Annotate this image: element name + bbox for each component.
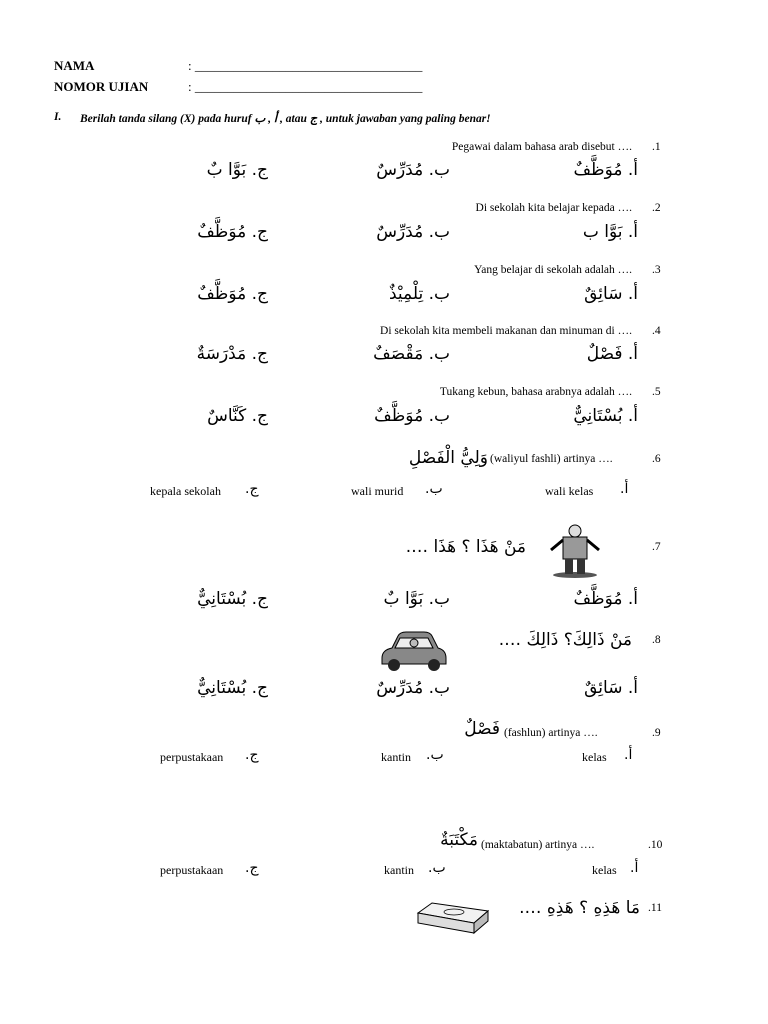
option-b-letter: ب. — [425, 481, 443, 497]
option-b[interactable]: kantin — [381, 750, 411, 764]
question-text: (waliyul fashli) artinya …. — [490, 453, 613, 465]
question-text: Di sekolah kita membeli makanan dan minuman di …. — [380, 325, 632, 337]
option-b[interactable]: ب. مُدَرِّسٌ — [376, 678, 450, 698]
option-b[interactable]: ب. تِلْمِيْذٌ — [388, 284, 450, 304]
section-roman: I. — [54, 111, 62, 123]
option-b[interactable]: kantin — [384, 863, 414, 877]
option-a[interactable]: أ. بَوَّا ب — [582, 222, 638, 242]
car-illustration — [378, 628, 450, 674]
question-number: .5 — [652, 386, 661, 398]
question-arabic: وَلِيُّ الْفَصْلِ — [408, 448, 488, 468]
option-b[interactable]: ب. مَقْصَفٌ — [373, 344, 450, 364]
question-arabic: مَنْ هَذَا ؟ هَذَا …. — [405, 537, 526, 557]
question-arabic: مَا هَذِهِ ؟ هَذِهِ …. — [519, 898, 640, 918]
option-c-letter: ج. — [245, 747, 259, 763]
question-number: .1 — [652, 141, 661, 153]
option-c[interactable]: ج. مَدْرَسَةٌ — [196, 344, 268, 364]
question-arabic: فَصْلٌ — [464, 719, 500, 739]
option-a-letter: أ. — [630, 860, 639, 876]
question-text: (fashlun) artinya …. — [504, 727, 598, 739]
question-text: Tukang kebun, bahasa arabnya adalah …. — [439, 386, 632, 398]
option-c[interactable]: perpustakaan — [160, 750, 224, 764]
option-c-letter: ج. — [245, 481, 259, 497]
question-number: .6 — [652, 453, 661, 465]
question-text: (maktabatun) artinya …. — [481, 839, 595, 851]
option-c-letter: ج. — [245, 860, 259, 876]
question-number: .2 — [652, 202, 661, 214]
option-a[interactable]: أ. بُسْتَانِيٌّ — [573, 406, 638, 426]
option-a[interactable]: أ. سَائِقٌ — [584, 678, 638, 698]
option-b[interactable]: ب. مُوَظَّفٌ — [374, 406, 450, 426]
option-b-letter: ب. — [428, 860, 446, 876]
question-arabic: مَكْتَبَةٌ — [440, 830, 478, 850]
question-number: .9 — [652, 727, 661, 739]
question-number: .10 — [648, 839, 663, 851]
option-c[interactable]: ج. مُوَظَّفٌ — [197, 222, 268, 242]
question-text: Pegawai dalam bahasa arab disebut …. — [451, 141, 632, 153]
option-a[interactable]: kelas — [592, 863, 617, 877]
option-b[interactable]: ب. مُدَرِّسٌ — [376, 160, 450, 180]
option-c[interactable]: ج. بُسْتَانِيٌّ — [197, 678, 268, 698]
option-a-letter: أ. — [620, 481, 629, 497]
option-c[interactable]: ج. كَنَّاسٌ — [207, 406, 268, 426]
nomor-ujian-label: NOMOR UJIAN — [54, 79, 149, 94]
employee-illustration — [545, 522, 605, 578]
question-text: Di sekolah kita belajar kepada …. — [475, 202, 632, 214]
option-c[interactable]: ج. بُسْتَانِيٌّ — [197, 589, 268, 609]
option-a[interactable]: أ. مُوَظَّفٌ — [573, 589, 638, 609]
eraser-illustration — [412, 897, 492, 939]
option-b-letter: ب. — [426, 747, 444, 763]
option-a[interactable]: أ. مُوَظَّفٌ — [573, 160, 638, 180]
option-c[interactable]: perpustakaan — [160, 863, 224, 877]
option-c[interactable]: ج. بَوَّا بٌ — [206, 160, 268, 180]
nama-field[interactable]: : ___________________________________ — [188, 58, 423, 73]
option-a[interactable]: kelas — [582, 750, 607, 764]
option-a[interactable]: أ. فَصْلٌ — [586, 344, 638, 364]
option-a-letter: أ. — [624, 747, 633, 763]
option-b[interactable]: ب. بَوَّا بٌ — [383, 589, 450, 609]
question-number: .7 — [652, 541, 661, 553]
question-number: .11 — [648, 902, 662, 914]
question-number: .4 — [652, 325, 661, 337]
instruction-text: Berilah tanda silang (X) pada huruf أ , ب , atau ج , untuk jawaban yang paling benar! — [80, 113, 491, 125]
question-text: Yang belajar di sekolah adalah …. — [474, 264, 632, 276]
option-b[interactable]: wali murid — [351, 484, 404, 498]
nomor-ujian-field[interactable]: : ___________________________________ — [188, 79, 423, 94]
question-arabic: مَنْ ذَالِكَ؟ ذَالِكَ …. — [498, 630, 632, 650]
option-c[interactable]: kepala sekolah — [150, 484, 221, 498]
question-number: .8 — [652, 634, 661, 646]
option-b[interactable]: ب. مُدَرِّسٌ — [376, 222, 450, 242]
option-a[interactable]: wali kelas — [545, 484, 594, 498]
nama-label: NAMA — [54, 58, 95, 73]
option-c[interactable]: ج. مُوَظَّفٌ — [197, 284, 268, 304]
question-number: .3 — [652, 264, 661, 276]
option-a[interactable]: أ. سَائِقٌ — [584, 284, 638, 304]
